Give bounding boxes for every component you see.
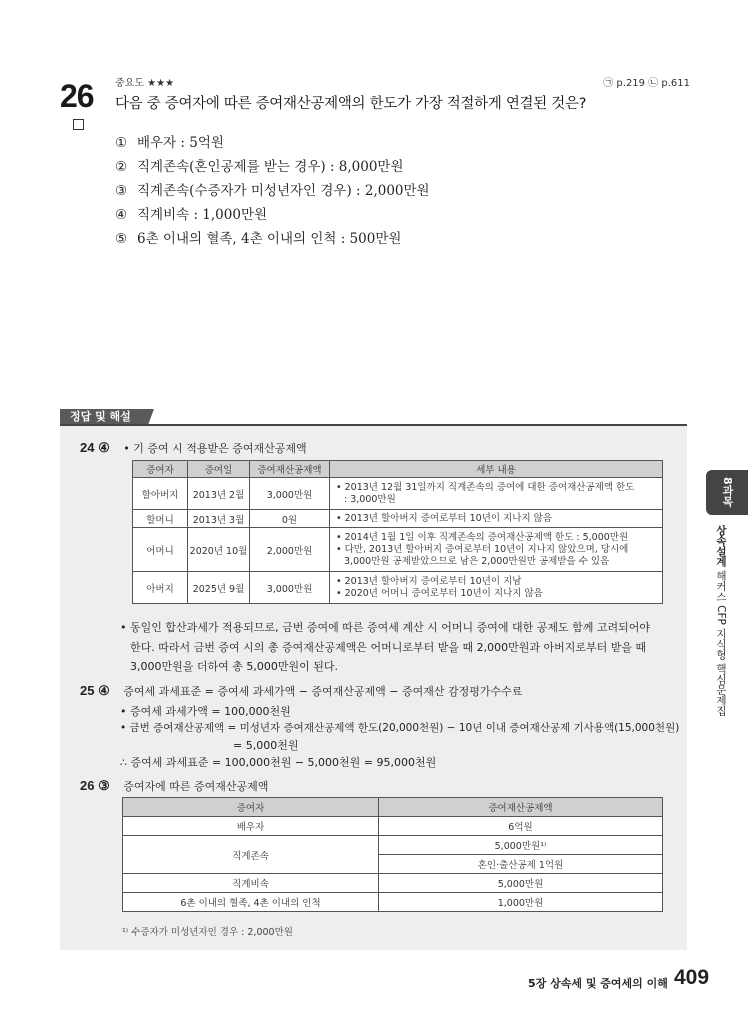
answer-25-line: ∴ 증여세 과세표준 = 100,000천원 − 5,000천원 = 95,000천원	[120, 756, 437, 769]
answer-25-line: • 금번 증여재산공제액 = 미성년자 증여재산공제액 한도(20,000천원) − 10년 이내 증여재산공제 기사용액(15,000천원)	[120, 722, 680, 734]
answer-header: 정답 및 해설	[60, 409, 148, 425]
footnote: ¹⁾ 수증자가 미성년자인 경우 : 2,000만원	[122, 927, 293, 938]
importance-rating: 중요도 ★★★	[115, 78, 175, 89]
answer-25-line: = 5,000천원	[233, 739, 299, 752]
page-references: ㉠ p.219 ㉡ p.611	[603, 78, 690, 89]
table-row: 할아버지 2013년 2월 3,000만원 • 2013년 12월 31일까지 직계존속의 증여에 대한 증여재산공제액 한도 : 3,000만원	[133, 478, 663, 510]
page-number: 409	[674, 966, 710, 989]
chapter-tab[interactable]: 8과목	[706, 470, 748, 515]
side-book-title: 상속설계 해커스 CFP 지식형 핵심문제집	[715, 525, 727, 716]
option-3[interactable]: ③ 직계존속(수증자가 미성년자인 경우) : 2,000만원	[115, 183, 430, 199]
table-row: 직계존속 5,000만원¹⁾	[123, 836, 663, 855]
option-1[interactable]: ① 배우자 : 5억원	[115, 135, 224, 151]
table-row: 혼인·출산공제 1억원	[123, 855, 663, 874]
option-4[interactable]: ④ 직계비속 : 1,000만원	[115, 207, 268, 223]
gift-deduction-table: 증여자 증여일 증여재산공제액 세부 내용 할아버지 2013년 2월 3,000만원 • 2013년 12월 31일까지 직계존속의 증여에 대한 증여재산공제액 한도 : 3,000만원 할머니 2013년 3월 0원 • 2013년 할아버지 증여로부터 10년이 지나지 않음 어머니 2020년 10월 2,000만원 • 2014년 1월 1일 이후 직계존속의 증여재산공제액 한도 : 5,000만원 • 다만, 2013년 할아버지 증여로부터 10년이 지나지 않았으며, 당시에 3,000만원 공제받았으므로 남은 2,000만원만 공제받을 수 있음 아버지 2025년 9월 3,000만원 • 2013년 할아버지 증여로부터 10년이 지남 • 2020년 어머니 증여로부터 10년이 지나지 않음	[132, 460, 663, 604]
footer-chapter-title: 5장 상속세 및 증여세의 이해	[528, 977, 668, 990]
question-checkbox[interactable]	[73, 119, 84, 130]
option-5[interactable]: ⑤ 6촌 이내의 혈족, 4촌 이내의 인척 : 500만원	[115, 231, 402, 247]
answer-25: 25 ④ 증여세 과세표준 = 증여세 과세가액 − 증여재산공제액 − 증여재산 감정평가수수료	[80, 683, 523, 698]
question-text: 다음 중 증여자에 따른 증여재산공제액의 한도가 가장 적절하게 연결된 것은?	[115, 96, 587, 112]
option-2[interactable]: ② 직계존속(혼인공제를 받는 경우) : 8,000만원	[115, 159, 404, 175]
table-row: 직계비속 5,000만원	[123, 874, 663, 893]
question-number: 26	[60, 78, 94, 114]
donor-deduction-table: 증여자 증여재산공제액 배우자 6억원 직계존속 5,000만원¹⁾ 혼인·출산공제 1억원 직계비속 5,000만원 6촌 이내의 혈족, 4촌 이내의 인척 1,000만원	[122, 797, 663, 912]
table-row: 6촌 이내의 혈족, 4촌 이내의 인척 1,000만원	[123, 893, 663, 912]
table-row: 배우자 6억원	[123, 817, 663, 836]
answer-25-line: • 증여세 과세가액 = 100,000천원	[120, 705, 291, 718]
answer-26: 26 ③ 증여자에 따른 증여재산공제액	[80, 778, 269, 793]
answer-24: 24 ④ • 기 증여 시 적용받은 증여재산공제액	[80, 440, 307, 455]
table-row: 아버지 2025년 9월 3,000만원 • 2013년 할아버지 증여로부터 10년이 지남 • 2020년 어머니 증여로부터 10년이 지나지 않음	[133, 572, 663, 604]
answer-options	[115, 131, 430, 251]
table-row: 할머니 2013년 3월 0원 • 2013년 할아버지 증여로부터 10년이 지나지 않음	[133, 510, 663, 528]
answer-24-note: • 동일인 합산과세가 적용되므로, 금번 증여에 따른 증여세 계산 시 어머니 증여에 대한 공제도 함께 고려되어야 한다. 따라서 금번 증여 시의 총 증여재산공제액은 어머니로부터 받을 때 2,000만원과 아버지로부터 받을 때 3,000만원을 더하여 총 5,000만원이 된다.	[120, 621, 650, 673]
table-row: 어머니 2020년 10월 2,000만원 • 2014년 1월 1일 이후 직계존속의 증여재산공제액 한도 : 5,000만원 • 다만, 2013년 할아버지 증여로부터 10년이 지나지 않았으며, 당시에 3,000만원 공제받았으므로 남은 2,000만원만 공제받을 수 있음	[133, 528, 663, 572]
